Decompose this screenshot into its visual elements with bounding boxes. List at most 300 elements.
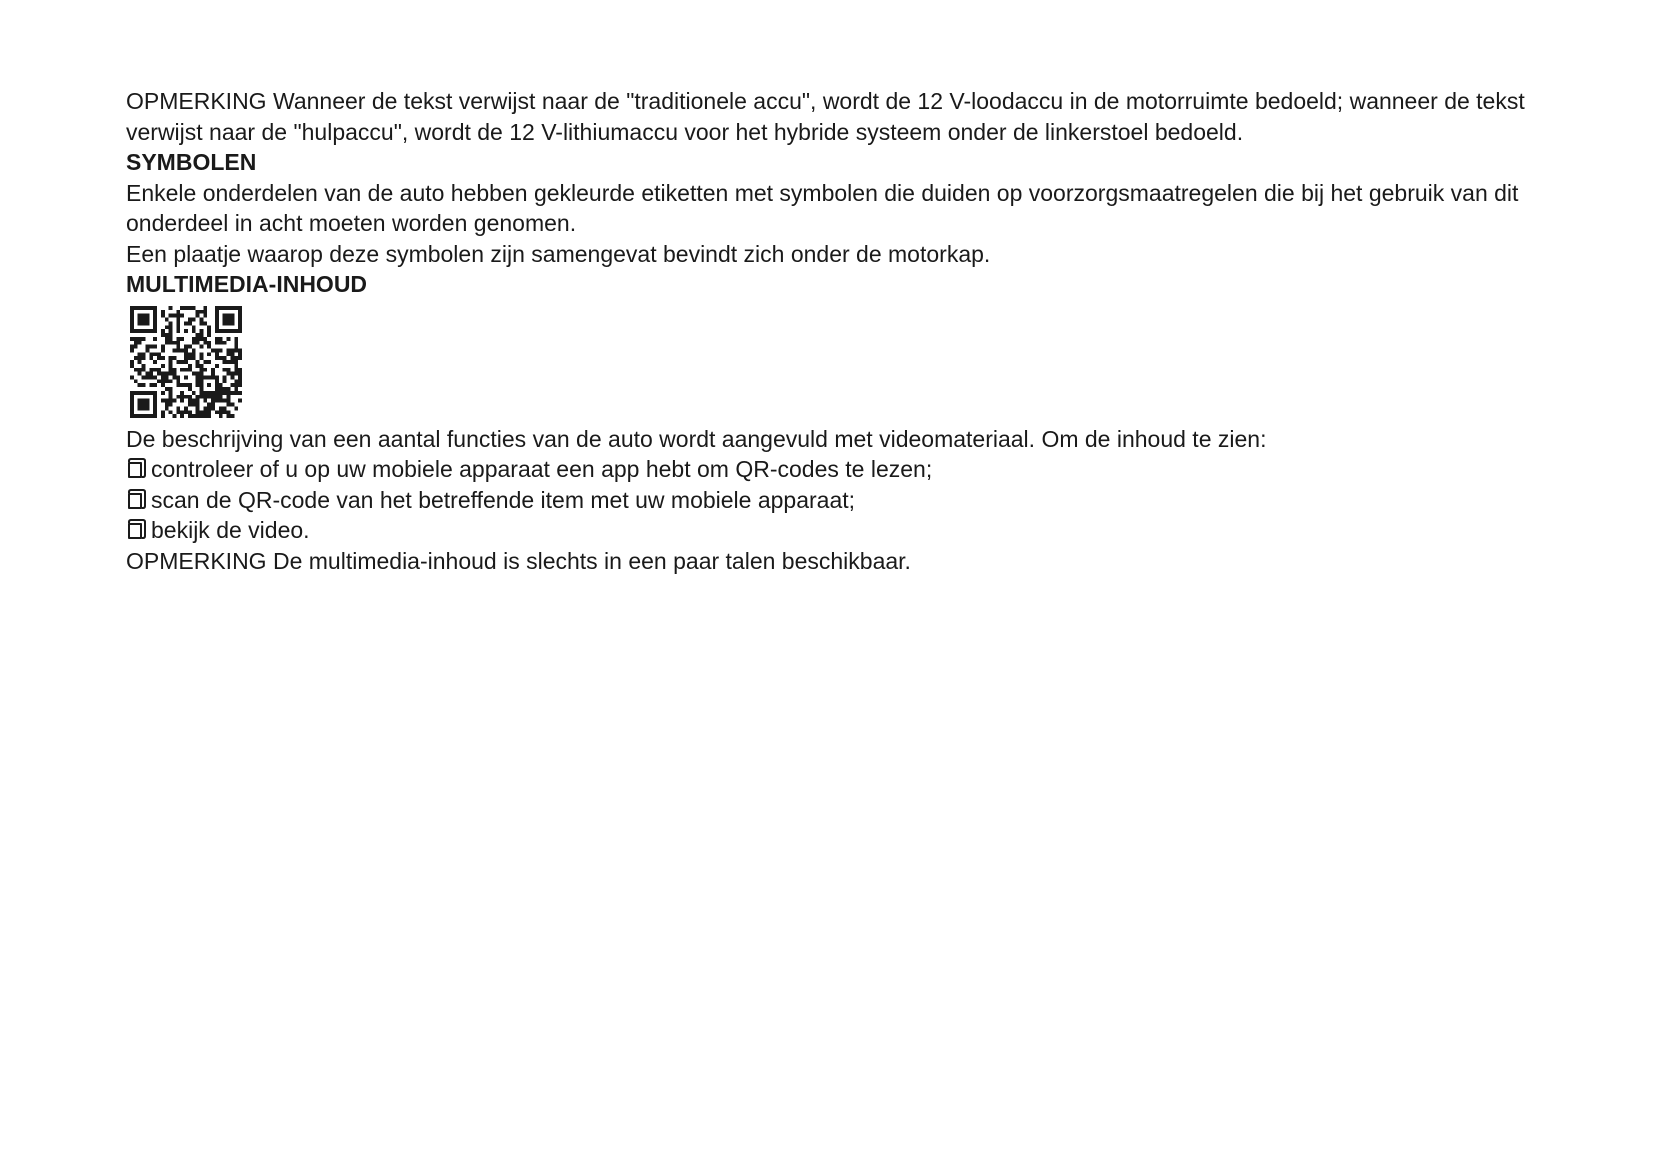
qr-module bbox=[180, 410, 184, 414]
qr-module bbox=[184, 352, 188, 356]
qr-module bbox=[188, 344, 192, 348]
qr-module bbox=[169, 398, 173, 402]
qr-module bbox=[169, 367, 173, 371]
qr-module bbox=[145, 406, 149, 410]
qr-module bbox=[207, 329, 211, 333]
qr-module bbox=[176, 348, 180, 352]
qr-module bbox=[215, 363, 219, 367]
note-label: OPMERKING bbox=[126, 88, 267, 114]
qr-module bbox=[200, 317, 204, 321]
qr-module bbox=[176, 360, 180, 364]
qr-module bbox=[219, 336, 223, 340]
qr-module bbox=[176, 340, 180, 344]
qr-module bbox=[192, 306, 196, 310]
qr-module bbox=[227, 394, 231, 398]
qr-module bbox=[134, 340, 138, 344]
qr-module bbox=[223, 406, 227, 410]
qr-module bbox=[176, 375, 180, 379]
qr-module bbox=[192, 414, 196, 418]
qr-module bbox=[227, 371, 231, 375]
qr-module bbox=[161, 398, 165, 402]
qr-module bbox=[223, 360, 227, 364]
qr-module bbox=[238, 321, 242, 325]
qr-module bbox=[157, 356, 161, 360]
qr-module bbox=[203, 321, 207, 325]
qr-module bbox=[180, 306, 184, 310]
qr-module bbox=[180, 367, 184, 371]
qr-module bbox=[145, 317, 149, 321]
qr-module bbox=[219, 406, 223, 410]
qr-module bbox=[176, 383, 180, 387]
qr-module bbox=[200, 379, 204, 383]
qr-module bbox=[230, 371, 234, 375]
qr-module bbox=[157, 379, 161, 383]
qr-module bbox=[130, 348, 134, 352]
qr-module bbox=[234, 348, 238, 352]
qr-module bbox=[200, 371, 204, 375]
qr-module bbox=[169, 402, 173, 406]
qr-module bbox=[142, 313, 146, 317]
qr-module bbox=[161, 333, 165, 337]
qr-module bbox=[138, 317, 142, 321]
qr-module bbox=[180, 414, 184, 418]
multimedia-intro: De beschrijving van een aantal functies van de auto wordt aangevuld met videomateriaal. Om de inhoud te zien: bbox=[126, 425, 1267, 452]
qr-module bbox=[188, 367, 192, 371]
qr-module bbox=[153, 367, 157, 371]
qr-module bbox=[192, 356, 196, 360]
qr-module bbox=[145, 402, 149, 406]
qr-module bbox=[192, 317, 196, 321]
qr-module bbox=[149, 344, 153, 348]
note-label: OPMERKING bbox=[126, 547, 267, 574]
qr-module bbox=[165, 379, 169, 383]
qr-module bbox=[153, 383, 157, 387]
qr-module bbox=[184, 367, 188, 371]
qr-module bbox=[165, 340, 169, 344]
qr-module bbox=[161, 348, 165, 352]
qr-module bbox=[153, 360, 157, 364]
square-bullet-icon bbox=[128, 462, 142, 478]
qr-module bbox=[145, 306, 149, 310]
qr-module bbox=[230, 313, 234, 317]
qr-module bbox=[176, 329, 180, 333]
step-text: bekijk de video. bbox=[151, 517, 310, 543]
qr-module bbox=[223, 410, 227, 414]
qr-module bbox=[169, 394, 173, 398]
qr-module bbox=[207, 406, 211, 410]
qr-module bbox=[192, 352, 196, 356]
list-item bbox=[126, 454, 1526, 485]
qr-module bbox=[188, 414, 192, 418]
qr-module bbox=[165, 387, 169, 391]
qr-module bbox=[215, 356, 219, 360]
qr-module bbox=[207, 352, 211, 356]
qr-module bbox=[153, 394, 157, 398]
qr-module bbox=[130, 344, 134, 348]
qr-module bbox=[196, 363, 200, 367]
list-item bbox=[126, 515, 1526, 546]
symbols-heading: SYMBOLEN bbox=[126, 149, 257, 175]
qr-module bbox=[219, 410, 223, 414]
qr-module bbox=[188, 398, 192, 402]
qr-module bbox=[196, 414, 200, 418]
qr-module bbox=[238, 352, 242, 356]
qr-module bbox=[192, 325, 196, 329]
qr-module bbox=[234, 371, 238, 375]
qr-module bbox=[196, 398, 200, 402]
qr-module bbox=[196, 406, 200, 410]
qr-module bbox=[176, 406, 180, 410]
qr-module bbox=[169, 356, 173, 360]
qr-module bbox=[130, 363, 134, 367]
qr-module bbox=[219, 414, 223, 418]
qr-module bbox=[227, 398, 231, 402]
qr-module bbox=[227, 313, 231, 317]
qr-module bbox=[165, 402, 169, 406]
qr-module bbox=[234, 383, 238, 387]
symbols-paragraph-1: Enkele onderdelen van de auto hebben gekleurde etiketten met symbolen die duiden op voorzorgsmaatregelen die bij het gebruik van dit onderdeel in acht moeten worden genomen. bbox=[126, 179, 1519, 236]
qr-module bbox=[211, 390, 215, 394]
qr-module bbox=[227, 367, 231, 371]
qr-module bbox=[145, 414, 149, 418]
qr-module bbox=[215, 325, 219, 329]
qr-module bbox=[188, 402, 192, 406]
qr-module bbox=[176, 394, 180, 398]
qr-module bbox=[130, 325, 134, 329]
qr-module bbox=[157, 352, 161, 356]
qr-module bbox=[223, 398, 227, 402]
intro-note-text: Wanneer de tekst verwijst naar de "traditionele accu", wordt de 12 V-loodaccu in de motorruimte bedoeld; wanneer de tekst verwijst naar de "hulpaccu", wordt de 12 V-lithiumaccu voor het hybride systeem onder de linkerstoel bedoeld. bbox=[126, 88, 1525, 145]
qr-module bbox=[134, 367, 138, 371]
qr-module bbox=[169, 340, 173, 344]
qr-module bbox=[223, 317, 227, 321]
multimedia-heading: MULTIMEDIA-INHOUD bbox=[126, 271, 368, 297]
qr-module bbox=[161, 410, 165, 414]
qr-module bbox=[200, 410, 204, 414]
qr-module bbox=[215, 340, 219, 344]
qr-module bbox=[153, 402, 157, 406]
qr-module bbox=[203, 306, 207, 310]
qr-module bbox=[130, 317, 134, 321]
qr-module bbox=[184, 306, 188, 310]
qr-module bbox=[230, 329, 234, 333]
qr-module bbox=[153, 344, 157, 348]
qr-module bbox=[176, 344, 180, 348]
qr-module bbox=[138, 313, 142, 317]
qr-module bbox=[200, 321, 204, 325]
qr-module bbox=[176, 313, 180, 317]
qr-module bbox=[223, 375, 227, 379]
qr-module bbox=[176, 309, 180, 313]
qr-module bbox=[203, 390, 207, 394]
qr-module bbox=[207, 383, 211, 387]
qr-module bbox=[172, 356, 176, 360]
qr-module bbox=[176, 336, 180, 340]
qr-module bbox=[200, 356, 204, 360]
qr-module bbox=[207, 325, 211, 329]
qr-module bbox=[227, 352, 231, 356]
qr-module bbox=[215, 410, 219, 414]
qr-module bbox=[138, 360, 142, 364]
qr-module bbox=[153, 352, 157, 356]
qr-module bbox=[169, 329, 173, 333]
qr-module bbox=[142, 363, 146, 367]
qr-module bbox=[142, 336, 146, 340]
qr-module bbox=[153, 325, 157, 329]
qr-module bbox=[207, 344, 211, 348]
qr-module bbox=[172, 371, 176, 375]
qr-module bbox=[196, 379, 200, 383]
qr-module bbox=[180, 336, 184, 340]
qr-module bbox=[138, 371, 142, 375]
qr-module bbox=[138, 329, 142, 333]
qr-module bbox=[230, 356, 234, 360]
qr-module bbox=[184, 410, 188, 414]
qr-module bbox=[230, 306, 234, 310]
qr-module bbox=[145, 344, 149, 348]
qr-module bbox=[169, 313, 173, 317]
qr-module bbox=[227, 360, 231, 364]
qr-module bbox=[200, 352, 204, 356]
qr-module bbox=[203, 375, 207, 379]
qr-module bbox=[238, 356, 242, 360]
qr-module bbox=[184, 344, 188, 348]
qr-module bbox=[130, 375, 134, 379]
qr-module bbox=[134, 336, 138, 340]
qr-module bbox=[200, 367, 204, 371]
qr-module bbox=[238, 379, 242, 383]
qr-module bbox=[169, 336, 173, 340]
qr-module bbox=[238, 390, 242, 394]
qr-module bbox=[130, 309, 134, 313]
qr-module bbox=[172, 348, 176, 352]
qr-module bbox=[192, 398, 196, 402]
qr-module bbox=[153, 406, 157, 410]
qr-module bbox=[172, 414, 176, 418]
qr-module bbox=[130, 406, 134, 410]
qr-module bbox=[130, 410, 134, 414]
qr-module bbox=[215, 383, 219, 387]
qr-module bbox=[207, 340, 211, 344]
intro-note bbox=[126, 86, 1526, 147]
qr-module bbox=[142, 356, 146, 360]
qr-module bbox=[200, 390, 204, 394]
qr-module bbox=[211, 402, 215, 406]
qr-module bbox=[130, 313, 134, 317]
qr-module bbox=[161, 363, 165, 367]
qr-module bbox=[142, 398, 146, 402]
qr-module bbox=[200, 414, 204, 418]
qr-module bbox=[149, 383, 153, 387]
qr-module bbox=[188, 394, 192, 398]
qr-module bbox=[200, 344, 204, 348]
qr-module bbox=[203, 410, 207, 414]
qr-module bbox=[230, 352, 234, 356]
qr-module bbox=[161, 383, 165, 387]
qr-module bbox=[188, 317, 192, 321]
qr-module bbox=[234, 306, 238, 310]
qr-module bbox=[238, 313, 242, 317]
qr-module bbox=[227, 336, 231, 340]
qr-module bbox=[142, 321, 146, 325]
qr-module bbox=[165, 375, 169, 379]
qr-module bbox=[184, 329, 188, 333]
qr-module bbox=[130, 402, 134, 406]
qr-module bbox=[234, 329, 238, 333]
qr-module bbox=[227, 410, 231, 414]
qr-module bbox=[145, 348, 149, 352]
qr-module bbox=[134, 356, 138, 360]
qr-module bbox=[211, 398, 215, 402]
qr-module bbox=[234, 390, 238, 394]
multimedia-steps-list bbox=[126, 454, 1526, 546]
qr-module bbox=[134, 306, 138, 310]
qr-module bbox=[169, 390, 173, 394]
qr-module bbox=[211, 371, 215, 375]
qr-module bbox=[161, 371, 165, 375]
qr-module bbox=[227, 306, 231, 310]
qr-module bbox=[138, 356, 142, 360]
qr-module bbox=[215, 329, 219, 333]
qr-module bbox=[234, 336, 238, 340]
qr-module bbox=[203, 336, 207, 340]
qr-module bbox=[223, 313, 227, 317]
qr-module bbox=[219, 387, 223, 391]
qr-module bbox=[238, 375, 242, 379]
qr-module bbox=[134, 379, 138, 383]
qr-module bbox=[227, 390, 231, 394]
qr-module bbox=[165, 336, 169, 340]
qr-module bbox=[138, 367, 142, 371]
qr-module bbox=[238, 383, 242, 387]
qr-module bbox=[153, 375, 157, 379]
qr-module bbox=[161, 313, 165, 317]
qr-module bbox=[134, 329, 138, 333]
symbols-paragraph-2: Een plaatje waarop deze symbolen zijn samengevat bevindt zich onder de motorkap. bbox=[126, 240, 991, 267]
qr-module bbox=[134, 414, 138, 418]
qr-module bbox=[169, 333, 173, 337]
qr-module bbox=[234, 340, 238, 344]
qr-module bbox=[188, 410, 192, 414]
qr-module bbox=[180, 398, 184, 402]
qr-module bbox=[188, 383, 192, 387]
qr-module bbox=[192, 336, 196, 340]
qr-module bbox=[161, 309, 165, 313]
qr-module bbox=[142, 375, 146, 379]
qr-module bbox=[215, 394, 219, 398]
qr-module bbox=[227, 402, 231, 406]
qr-module bbox=[130, 306, 134, 310]
qr-module bbox=[223, 387, 227, 391]
qr-module bbox=[169, 360, 173, 364]
qr-module bbox=[215, 348, 219, 352]
qr-module bbox=[219, 356, 223, 360]
qr-module bbox=[172, 398, 176, 402]
qr-module bbox=[153, 414, 157, 418]
qr-module bbox=[138, 383, 142, 387]
qr-module bbox=[184, 348, 188, 352]
qr-module bbox=[188, 306, 192, 310]
qr-module bbox=[142, 306, 146, 310]
qr-module bbox=[196, 360, 200, 364]
list-item bbox=[126, 485, 1526, 516]
qr-module bbox=[161, 379, 165, 383]
qr-module bbox=[200, 329, 204, 333]
qr-module bbox=[149, 375, 153, 379]
qr-module bbox=[176, 410, 180, 414]
qr-module bbox=[138, 306, 142, 310]
qr-module bbox=[184, 406, 188, 410]
qr-module bbox=[184, 360, 188, 364]
manual-page bbox=[126, 86, 1526, 576]
qr-module bbox=[169, 325, 173, 329]
qr-module bbox=[219, 390, 223, 394]
qr-module bbox=[211, 394, 215, 398]
qr-module bbox=[169, 363, 173, 367]
qr-module bbox=[211, 348, 215, 352]
qr-module bbox=[215, 352, 219, 356]
qr-module bbox=[153, 317, 157, 321]
qr-module bbox=[200, 383, 204, 387]
qr-module bbox=[130, 414, 134, 418]
qr-module bbox=[238, 398, 242, 402]
qr-module bbox=[234, 406, 238, 410]
qr-module bbox=[142, 352, 146, 356]
qr-module bbox=[215, 390, 219, 394]
qr-module bbox=[153, 398, 157, 402]
qr-module bbox=[230, 383, 234, 387]
qr-module bbox=[230, 390, 234, 394]
qr-module bbox=[238, 309, 242, 313]
qr-module bbox=[238, 367, 242, 371]
qr-module bbox=[172, 313, 176, 317]
qr-module bbox=[207, 394, 211, 398]
qr-module bbox=[219, 394, 223, 398]
qr-module bbox=[196, 336, 200, 340]
qr-module bbox=[215, 336, 219, 340]
qr-module bbox=[234, 367, 238, 371]
qr-module bbox=[169, 410, 173, 414]
qr-module bbox=[169, 371, 173, 375]
qr-module bbox=[196, 375, 200, 379]
qr-module bbox=[227, 317, 231, 321]
qr-module bbox=[196, 309, 200, 313]
qr-module bbox=[196, 402, 200, 406]
qr-module bbox=[138, 321, 142, 325]
qr-module bbox=[223, 340, 227, 344]
qr-module bbox=[200, 394, 204, 398]
qr-module bbox=[203, 313, 207, 317]
qr-module bbox=[200, 375, 204, 379]
qr-module bbox=[172, 367, 176, 371]
qr-module bbox=[192, 329, 196, 333]
qr-module bbox=[203, 367, 207, 371]
qr-module bbox=[145, 375, 149, 379]
qr-module bbox=[188, 363, 192, 367]
qr-module bbox=[180, 394, 184, 398]
qr-module bbox=[219, 398, 223, 402]
qr-module bbox=[149, 414, 153, 418]
qr-module bbox=[238, 371, 242, 375]
qr-module bbox=[227, 321, 231, 325]
qr-module bbox=[180, 313, 184, 317]
qr-module bbox=[192, 340, 196, 344]
qr-module bbox=[153, 313, 157, 317]
qr-module bbox=[192, 402, 196, 406]
square-bullet-icon bbox=[128, 493, 142, 509]
qr-module bbox=[192, 390, 196, 394]
qr-module bbox=[203, 309, 207, 313]
